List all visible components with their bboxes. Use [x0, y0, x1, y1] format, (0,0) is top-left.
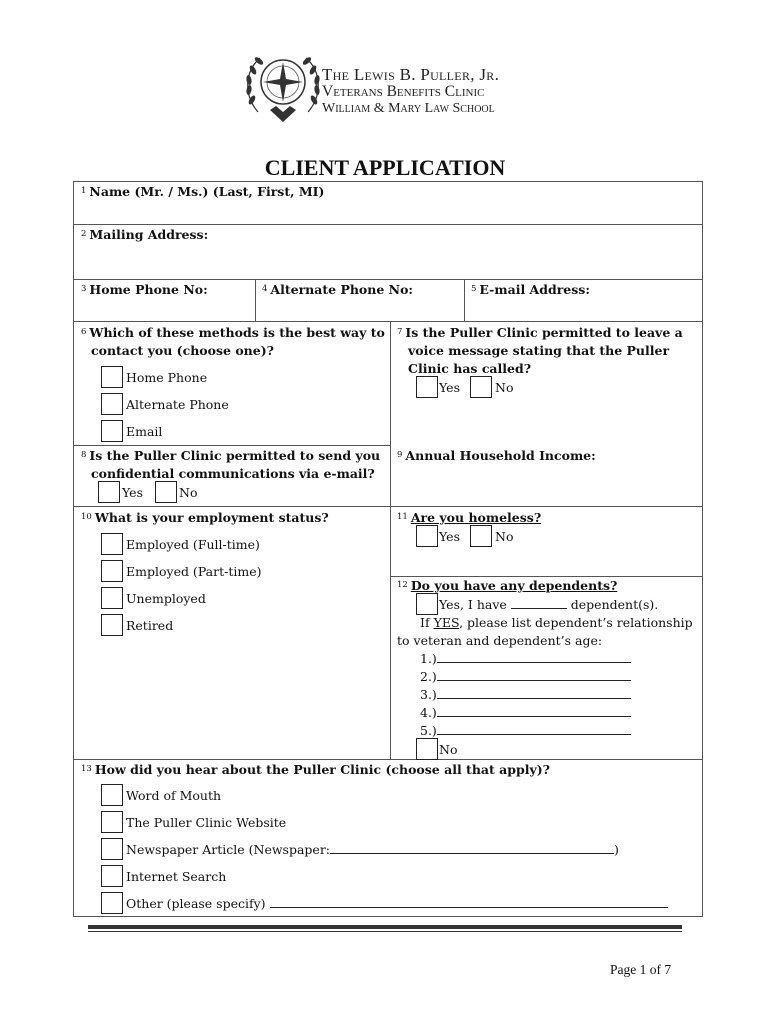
- mailing-address-field[interactable]: [74, 245, 702, 279]
- annual-income-label: $^9$ Annual Household Income:: [397, 448, 596, 463]
- page-number: Page 1 of 7: [610, 962, 672, 977]
- home-phone-label: $^3$ Home Phone No:: [81, 282, 208, 297]
- employed-part-time-checkbox[interactable]: [101, 560, 123, 582]
- dependent-2-field[interactable]: [437, 669, 631, 681]
- dependents-yes-text: Yes, I have dependent(s).: [439, 597, 659, 612]
- header: [240, 46, 540, 128]
- dependents-label: $^{12}$ Do you have any dependents?: [397, 578, 618, 593]
- clinic-seal-icon: [240, 46, 326, 128]
- newspaper-name-field[interactable]: [330, 842, 614, 854]
- retired-option: Retired: [126, 618, 174, 633]
- alternate-phone-checkbox[interactable]: [101, 393, 123, 415]
- dependent-line-3: 3.): [420, 686, 631, 704]
- home-phone-option: Home Phone: [126, 370, 208, 385]
- annual-income-field[interactable]: [391, 466, 702, 506]
- alternate-phone-label: $^4$ Alternate Phone No:: [262, 282, 414, 297]
- email-address-label: $^5$ E-mail Address:: [471, 282, 590, 297]
- newspaper-article-checkbox[interactable]: [101, 838, 123, 860]
- employed-full-time-option: Employed (Full-time): [126, 537, 260, 552]
- dependents-no-checkbox[interactable]: [416, 738, 438, 760]
- email-permission-no-label: No: [179, 485, 198, 500]
- email-checkbox[interactable]: [101, 420, 123, 442]
- employment-status-label: $^{10}$ What is your employment status?: [81, 510, 329, 525]
- dependent-4-field[interactable]: [437, 705, 631, 717]
- email-permission-yes-label: Yes: [122, 485, 143, 500]
- dependents-instructions-line1: If YES, please list dependent’s relationship: [420, 615, 693, 630]
- word-of-mouth-option: Word of Mouth: [126, 788, 222, 803]
- voice-message-no-label: No: [495, 380, 514, 395]
- voice-message-label-line2: voice message stating that the Puller: [408, 343, 670, 358]
- voice-message-no-checkbox[interactable]: [470, 376, 492, 398]
- contact-method-label-line2: contact you (choose one)?: [91, 343, 274, 358]
- name-field-label: $^1$ Name (Mr. / Ms.) (Last, First, MI): [81, 184, 325, 199]
- homeless-yes-checkbox[interactable]: [416, 525, 438, 547]
- voice-message-yes-checkbox[interactable]: [416, 376, 438, 398]
- dependent-line-1: 1.): [420, 650, 631, 668]
- clinic-website-option: The Puller Clinic Website: [126, 815, 287, 830]
- homeless-no-checkbox[interactable]: [470, 525, 492, 547]
- contact-method-label: $^6$ Which of these methods is the best way to: [81, 325, 385, 340]
- email-permission-yes-checkbox[interactable]: [98, 481, 120, 503]
- dependent-5-field[interactable]: [437, 723, 631, 735]
- dependent-line-2: 2.): [420, 668, 631, 686]
- name-field[interactable]: [74, 202, 702, 224]
- home-phone-field[interactable]: [74, 300, 254, 321]
- email-permission-label-line2: confidential communications via e-mail?: [91, 466, 375, 481]
- email-option: Email: [126, 424, 163, 439]
- retired-checkbox[interactable]: [101, 614, 123, 636]
- alternate-phone-option: Alternate Phone: [126, 397, 229, 412]
- unemployed-checkbox[interactable]: [101, 587, 123, 609]
- unemployed-option: Unemployed: [126, 591, 206, 606]
- employed-full-time-checkbox[interactable]: [101, 533, 123, 555]
- organization-name: [322, 66, 499, 117]
- homeless-label: $^{11}$ Are you homeless?: [397, 510, 542, 525]
- other-source-field[interactable]: [270, 896, 668, 908]
- home-phone-checkbox[interactable]: [101, 366, 123, 388]
- dependents-no-label: No: [439, 742, 458, 757]
- other-source-checkbox[interactable]: [101, 892, 123, 914]
- dependent-1-field[interactable]: [437, 651, 631, 663]
- newspaper-article-option: Newspaper Article (Newspaper: ): [126, 842, 619, 857]
- org-line-1: The Lewis B. Puller, Jr.: [322, 65, 500, 84]
- page-title: CLIENT APPLICATION: [264, 155, 506, 180]
- dependent-line-4: 4.): [420, 704, 631, 722]
- alternate-phone-field[interactable]: [256, 300, 463, 321]
- mailing-address-label: $^2$ Mailing Address:: [81, 227, 209, 242]
- internet-search-option: Internet Search: [126, 869, 227, 884]
- email-permission-label: $^8$ Is the Puller Clinic permitted to send you: [81, 448, 381, 463]
- clinic-website-checkbox[interactable]: [101, 811, 123, 833]
- employed-part-time-option: Employed (Part-time): [126, 564, 262, 579]
- internet-search-checkbox[interactable]: [101, 865, 123, 887]
- footer-rule: [88, 925, 682, 929]
- voice-message-label-line3: Clinic has called?: [408, 361, 532, 376]
- dependent-3-field[interactable]: [437, 687, 631, 699]
- email-address-field[interactable]: [465, 300, 702, 321]
- homeless-no-label: No: [495, 529, 514, 544]
- dependents-instructions-line2: to veteran and dependent’s age:: [397, 633, 603, 648]
- voice-message-label: $^7$ Is the Puller Clinic permitted to leave a: [397, 325, 683, 340]
- email-permission-no-checkbox[interactable]: [155, 481, 177, 503]
- word-of-mouth-checkbox[interactable]: [101, 784, 123, 806]
- other-source-option: Other (please specify): [126, 895, 668, 913]
- footer-rule-thin: [88, 931, 682, 932]
- dependents-yes-checkbox[interactable]: [416, 593, 438, 615]
- voice-message-yes-label: Yes: [439, 380, 460, 395]
- referral-source-label: $^{13}$ How did you hear about the Puller Clinic (choose all that apply)?: [81, 762, 550, 777]
- dependents-count-field[interactable]: [511, 597, 567, 609]
- org-line-3: William & Mary Law School: [322, 101, 495, 116]
- dependent-line-5: 5.): [420, 722, 631, 740]
- org-line-2: Veterans Benefits Clinic: [322, 83, 485, 100]
- homeless-yes-label: Yes: [439, 529, 460, 544]
